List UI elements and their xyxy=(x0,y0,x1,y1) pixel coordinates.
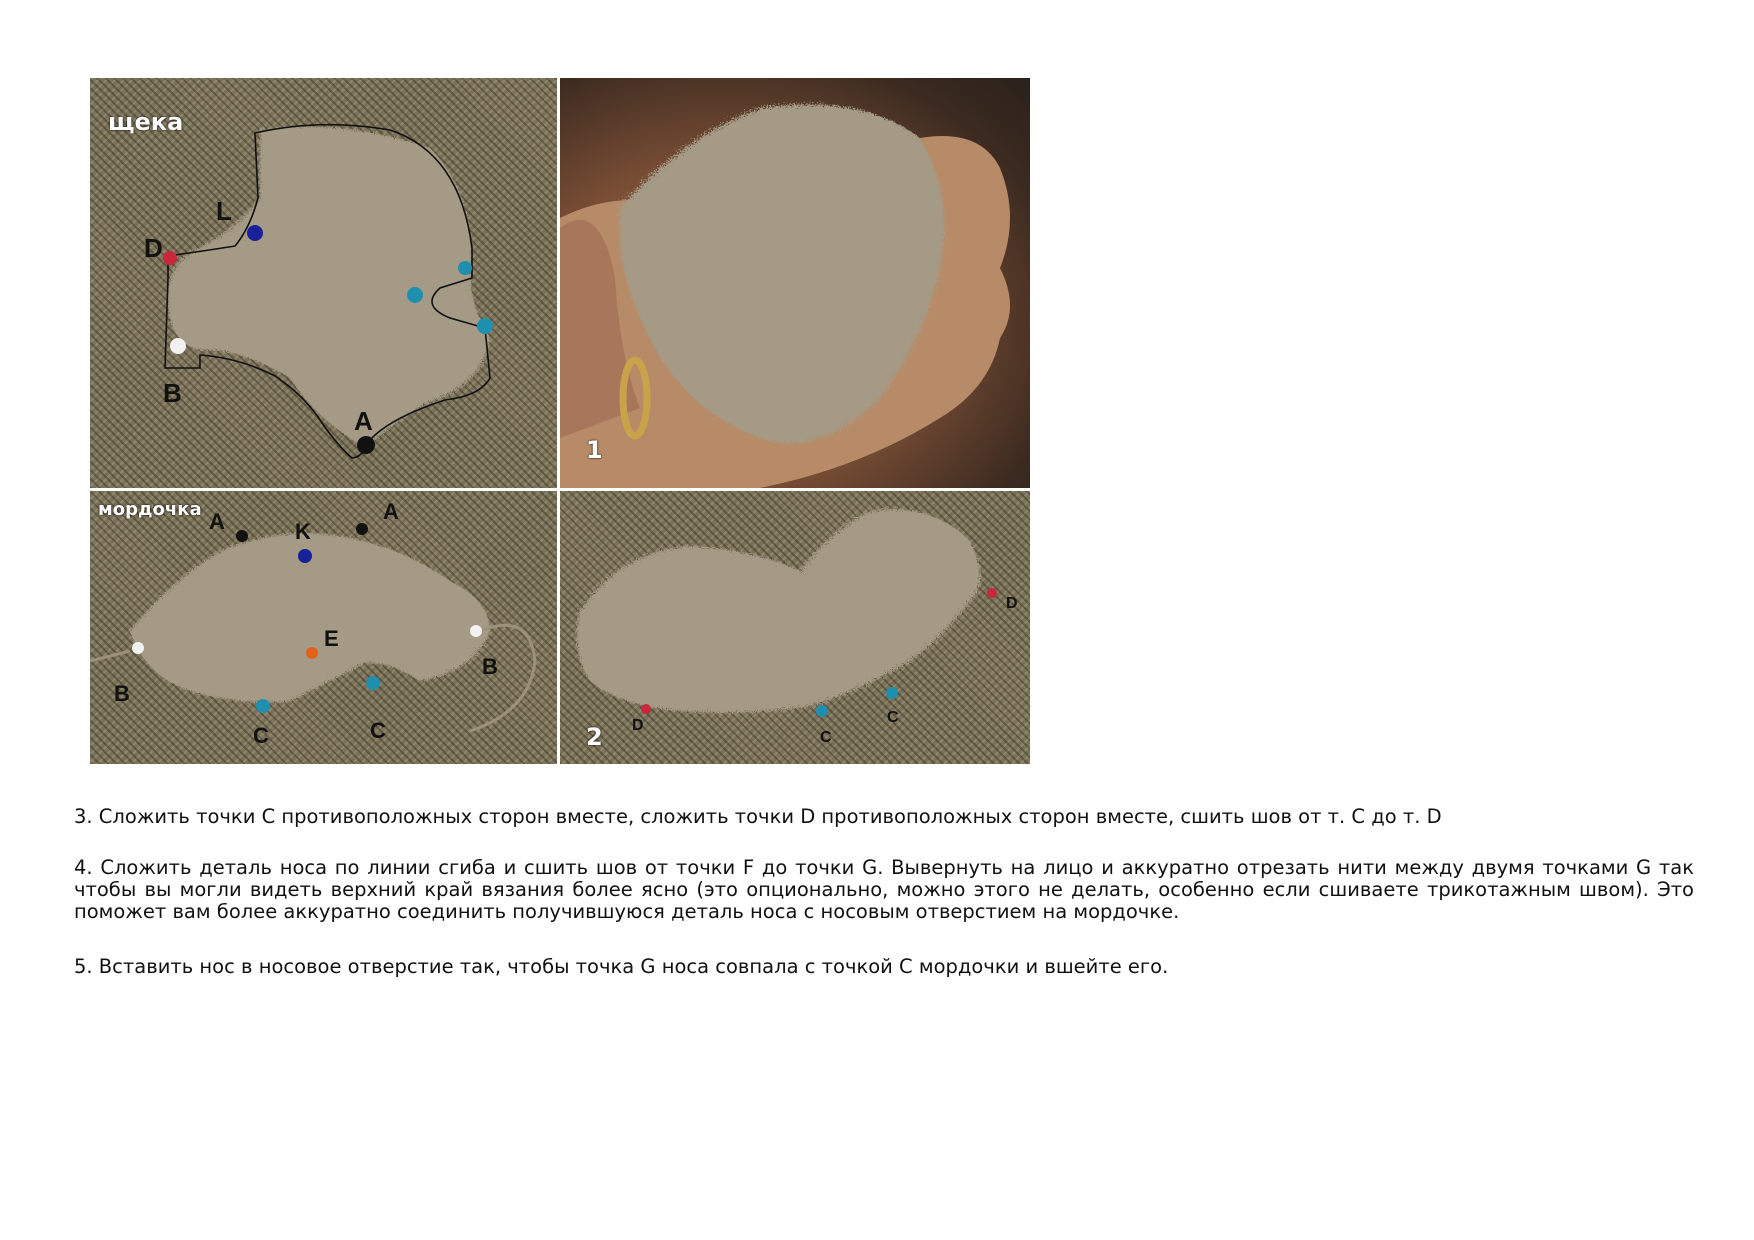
pin-k xyxy=(298,549,312,563)
muzzle-label-b-right: B xyxy=(482,654,498,679)
muzzle-label-e: E xyxy=(324,626,339,651)
muzzle-label-c-right: C xyxy=(370,718,386,743)
point-label-b: B xyxy=(163,378,182,408)
pin-d-right xyxy=(987,588,997,598)
assembled-label-d-left: D xyxy=(632,717,644,734)
assembled-knit-piece xyxy=(577,509,980,713)
hand-illustration xyxy=(560,78,1030,488)
instruction-step-3: 3. Сложить точки C противоположных сторон вместе, сложить точки D противоположных сторон вместе, сшить шов от т. C до т. D xyxy=(74,805,1442,828)
point-label-a: A xyxy=(354,406,373,436)
pin-a-left xyxy=(236,530,248,542)
point-label-d: D xyxy=(144,233,163,263)
photo-muzzle xyxy=(90,491,557,764)
pin-blue-1 xyxy=(458,261,472,275)
instruction-step-5: 5. Вставить нос в носовое отверстие так, чтобы точка G носа совпала с точкой C мордочки и вшейте его. xyxy=(74,955,1169,978)
assembled-label-c-right: C xyxy=(887,709,899,726)
muzzle-label-c-left: C xyxy=(253,723,269,748)
pin-a xyxy=(357,436,375,454)
instruction-step-4: 4. Сложить деталь носа по линии сгиба и сшить шов от точки F до точки G. Вывернуть на лицо и аккуратно отрезать нити между двумя точками G так чтобы вы могли видеть верхний край вязания более ясно (это опционально, можно этого не делать, особенно если сшиваете трикотажным швом). Это поможет вам более аккуратно соединить получившуюся деталь носа с носовым отверстием на мордочке. xyxy=(74,856,1694,923)
pin-l xyxy=(247,225,263,241)
pin-d-left xyxy=(641,704,651,714)
photo-hand xyxy=(560,78,1030,488)
muzzle-title: мордочка xyxy=(98,499,202,520)
pin-blue-2 xyxy=(407,287,423,303)
photo-assembled xyxy=(560,491,1030,764)
assembled-label-c-left: C xyxy=(820,729,832,746)
pin-blue-3 xyxy=(477,318,493,334)
muzzle-label-k: K xyxy=(295,519,311,544)
pin-d xyxy=(163,251,177,265)
photo-number-2: 2 xyxy=(586,723,603,751)
muzzle-label-b-left: B xyxy=(114,681,130,706)
cheek-title: щека xyxy=(108,108,184,136)
pin-c-left xyxy=(256,699,270,713)
pin-c-right xyxy=(366,676,380,690)
pin-c-left xyxy=(816,705,828,717)
pin-b xyxy=(170,338,186,354)
photo-number-1: 1 xyxy=(586,436,603,464)
pin-a-right xyxy=(356,523,368,535)
pin-b-right xyxy=(470,625,482,637)
muzzle-label-a-left: A xyxy=(209,509,225,534)
photo-collage xyxy=(90,78,1030,764)
muzzle-yarn-tail-left xyxy=(90,651,130,661)
cheek-illustration xyxy=(90,78,557,488)
point-label-l: L xyxy=(216,196,232,226)
pin-b-left xyxy=(132,642,144,654)
pin-e xyxy=(306,647,318,659)
photo-cheek xyxy=(90,78,557,488)
assembled-illustration xyxy=(560,491,1030,764)
muzzle-label-a-right: A xyxy=(383,499,399,524)
assembled-label-d-right: D xyxy=(1006,595,1018,612)
pin-c-right xyxy=(886,687,898,699)
